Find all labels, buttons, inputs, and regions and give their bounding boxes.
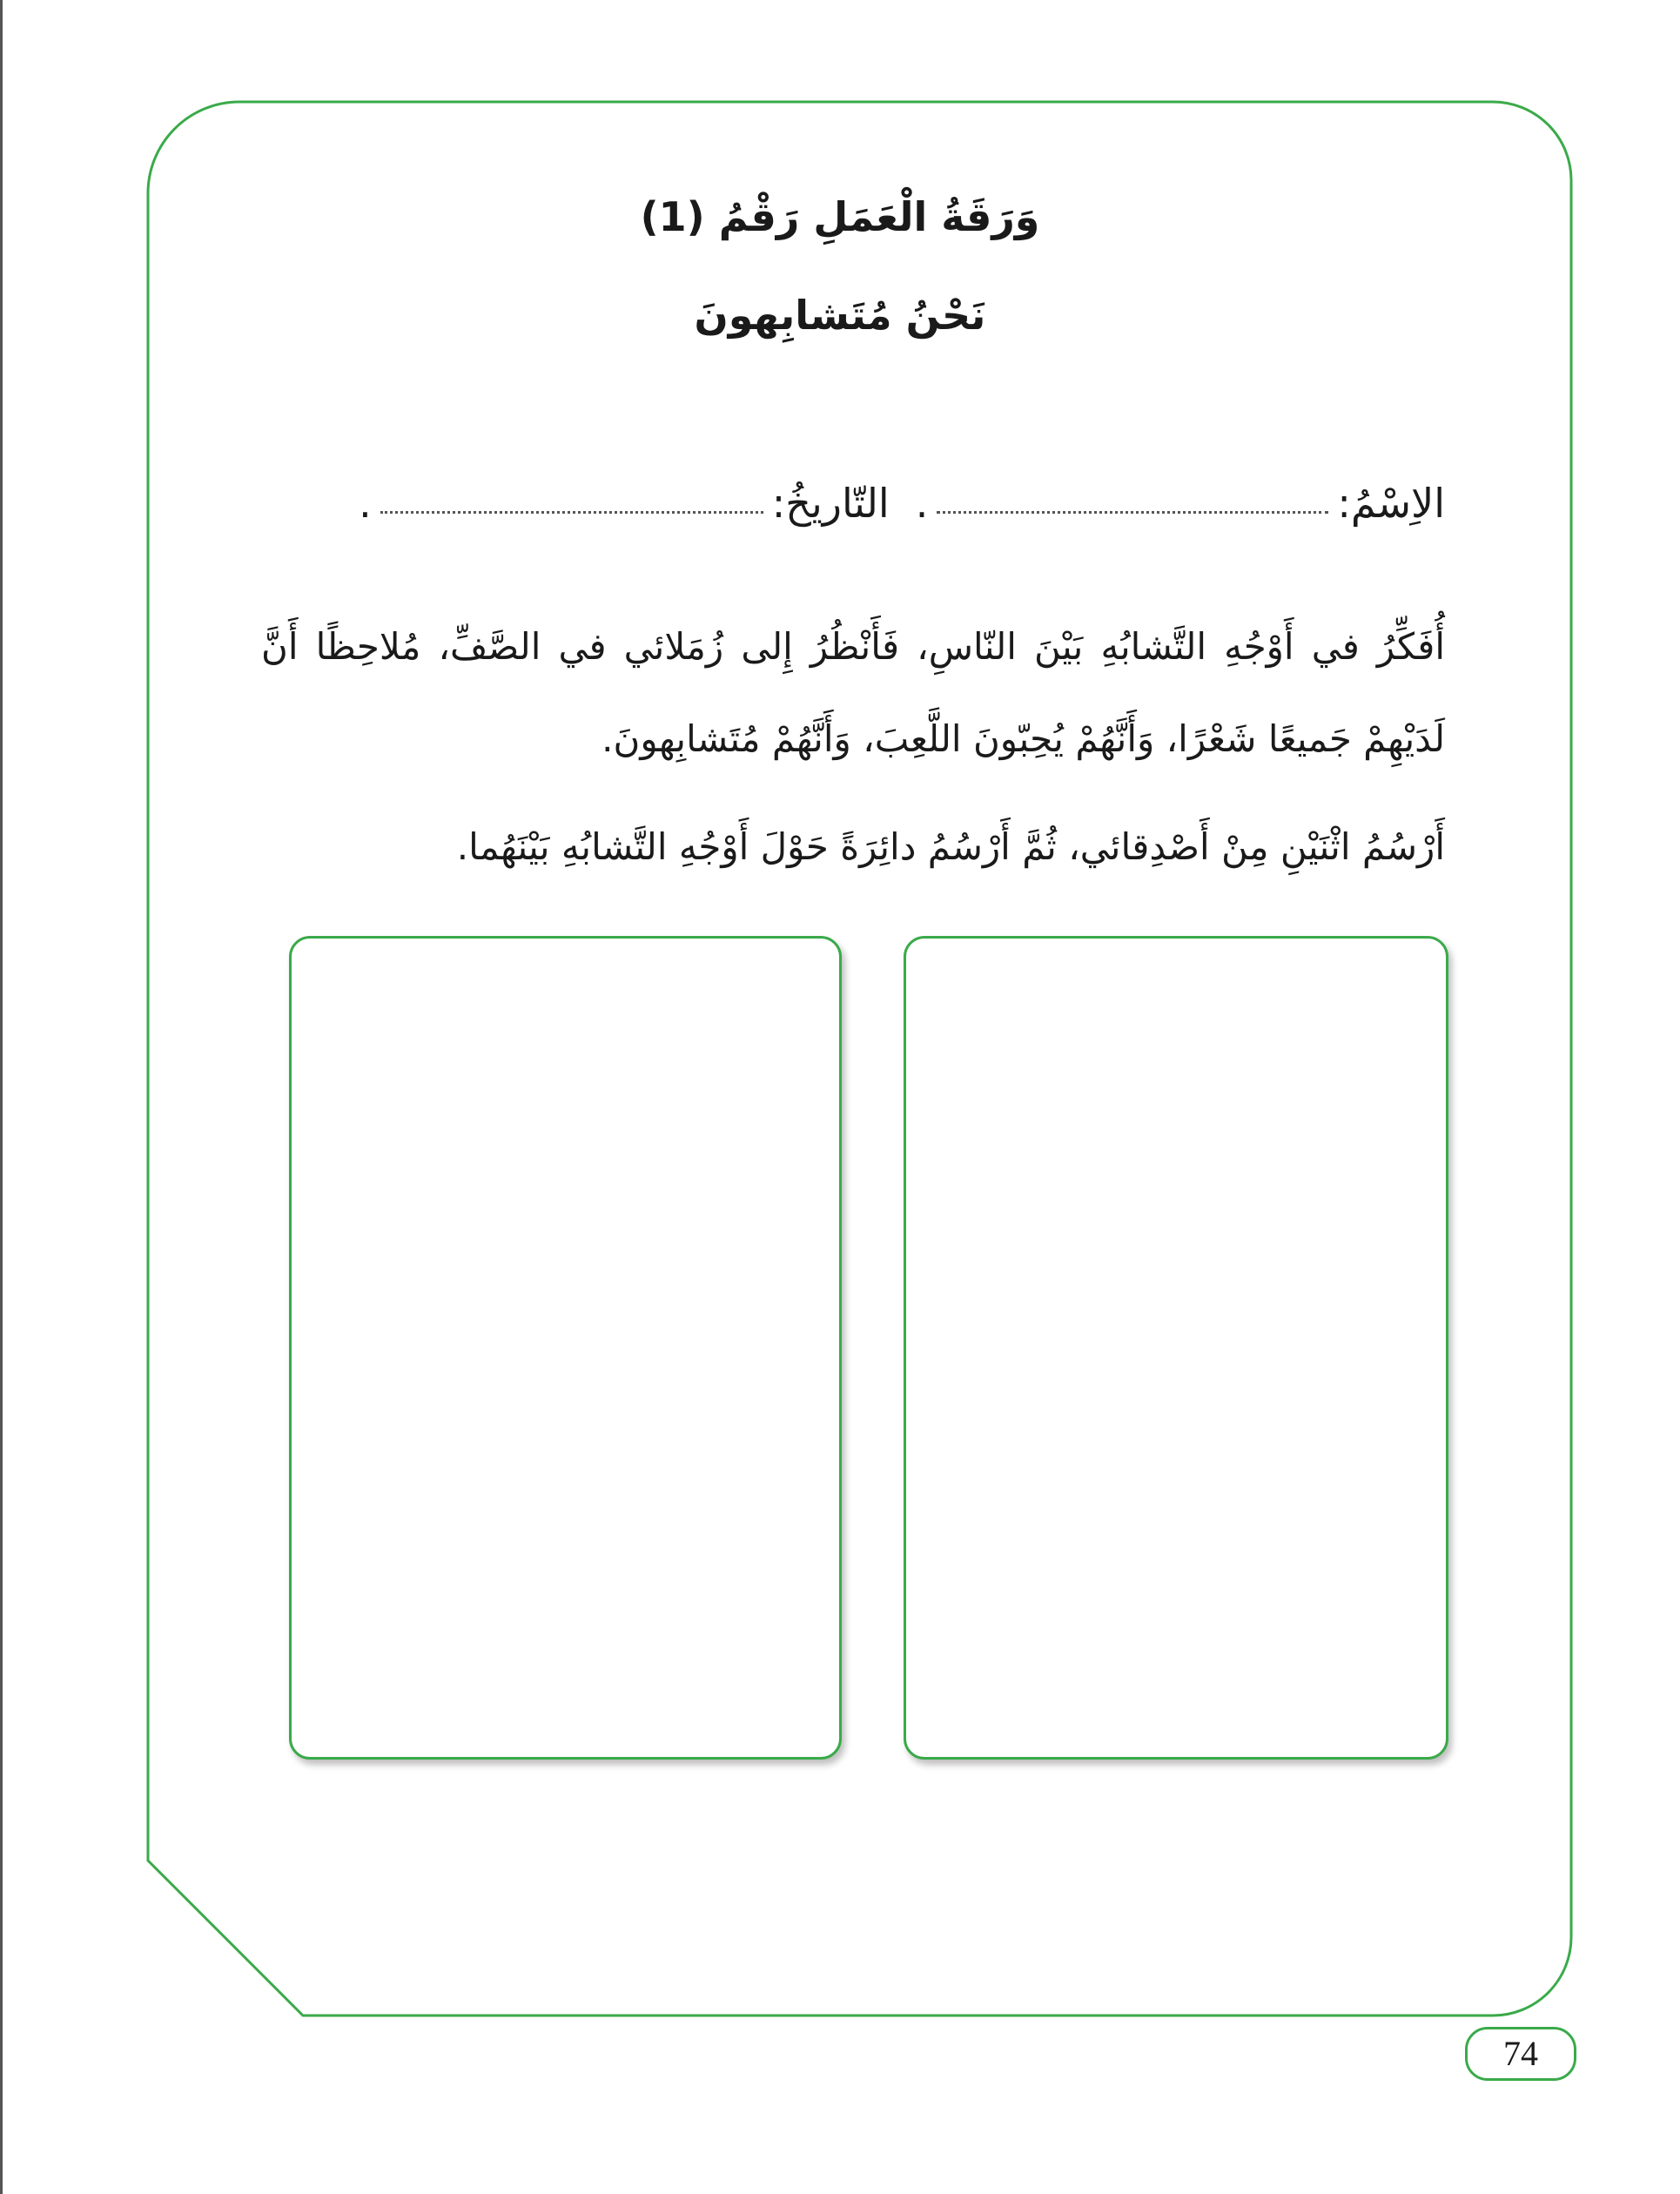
intro-paragraph: أُفَكِّرُ في أَوْجُهِ التَّشابُهِ بَيْنَ النّاسِ، فَأَنْظُرُ إِلى زُمَلائي في الصَّفِّ، مُلاحِظًا أَنَّ لَدَيْهِمْ جَميعًا شَعْرًا، وَأَنَّهُمْ يُحِبّونَ اللَّعِبَ، وَأَنَّهُمْ مُتَشابِهونَ. xyxy=(261,625,1445,760)
name-field[interactable] xyxy=(937,511,1328,514)
page-number: 74 xyxy=(1465,2027,1576,2081)
date-label: التّاريخُ: xyxy=(771,480,890,527)
date-field[interactable] xyxy=(380,511,763,514)
student-info-row xyxy=(322,468,1445,529)
drawing-box-friend-1[interactable] xyxy=(904,936,1448,1760)
date-end-mark: . xyxy=(359,480,372,527)
name-separator: . xyxy=(915,480,929,527)
drawing-box-friend-2[interactable] xyxy=(289,936,842,1760)
instruction-paragraph: أَرْسُمُ اثْنَيْنِ مِنْ أَصْدِقائي، ثُمَّ أَرْسُمُ دائِرَةً حَوْلَ أَوْجُهِ التَّشابُهِ بَيْنَهُما. xyxy=(456,825,1445,868)
worksheet-subtitle: نَحْنُ مُتَشابِهونَ xyxy=(694,292,986,339)
name-label: الاِسْمُ: xyxy=(1337,480,1445,527)
worksheet-title: وَرَقَةُ الْعَمَلِ رَقْمُ (1) xyxy=(640,193,1040,240)
